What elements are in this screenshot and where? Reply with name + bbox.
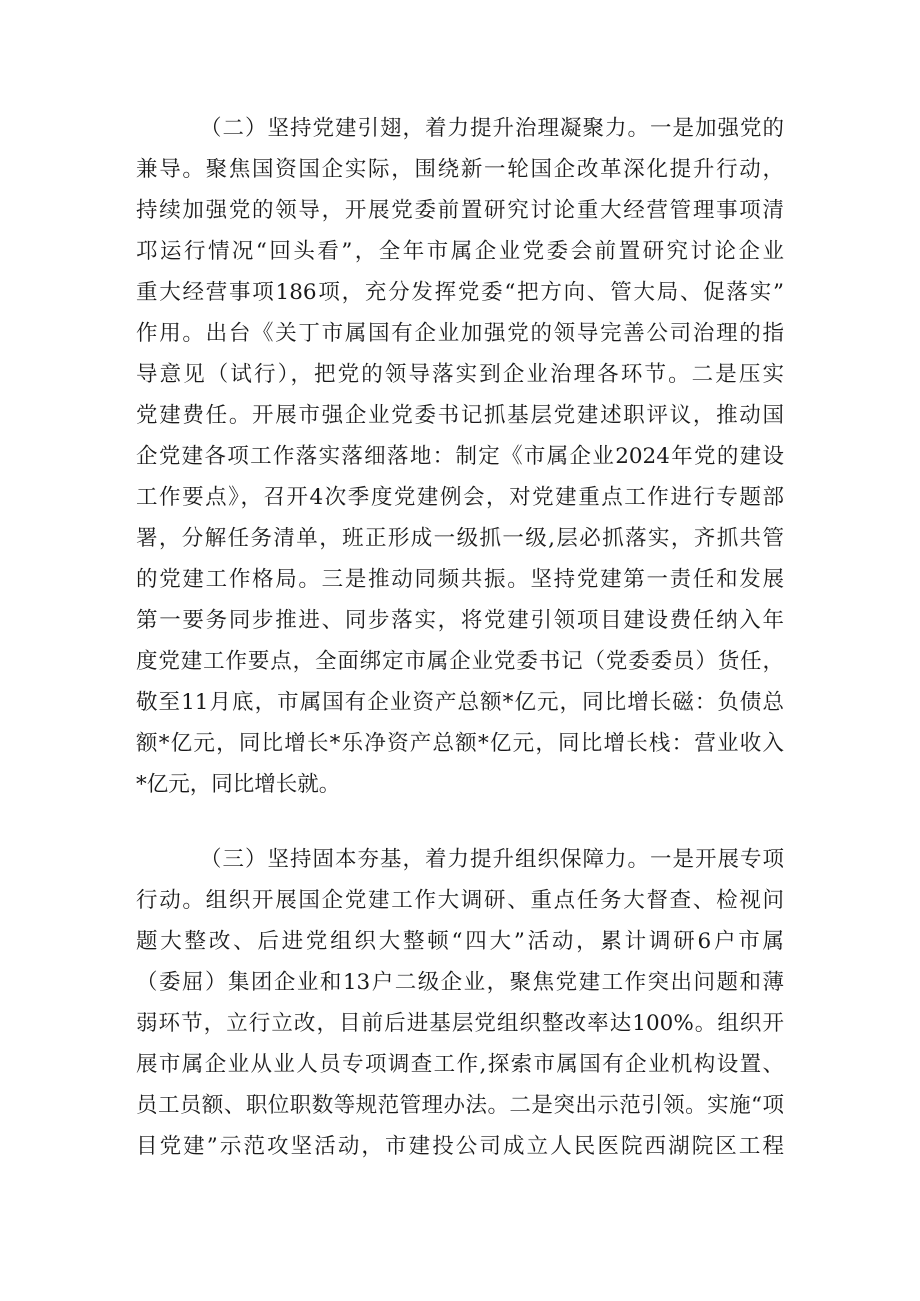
line-text: 行动。组织开展国企党建工作大调研、重点任务大督查、检视问 [136,888,784,913]
paragraph-line [136,436,784,477]
paragraph-line [136,559,784,600]
line-text: （二）坚持党建引翅，着力提升治理凝聚力。一是加强党的 [200,116,784,141]
line-text: 持续加强党的领导，开展党委前置研究讨论重大经营管理事项清 [136,198,784,223]
line-text: 弱环节，立行立改，目前后进基层党组织整改率达100%。组织开 [136,1011,784,1036]
paragraph-line [136,1003,784,1044]
paragraph-line [136,962,784,1003]
paragraph-line [136,477,784,518]
line-text: 兼导。聚焦国资国企实际，围绕新一轮国企改革深化提升行动， [136,157,784,182]
paragraph-line [136,764,784,805]
paragraph-line [136,108,784,149]
paragraph-party-leadership [136,108,784,805]
paragraph-line [136,600,784,641]
line-text: 重大经营事项186项，充分发挥党委“把方向、管大局、促落实” [136,280,784,305]
line-text: 展市属企业从业人员专项调查工作,探索市属国有企业机构设置、 [136,1052,784,1077]
paragraph-line [136,518,784,559]
paragraph-line [136,272,784,313]
line-text: 度党建工作要点，全面绑定市属企业党委书记（党委委员）货任， [136,649,784,674]
line-text: 的党建工作格局。三是推动同频共振。坚持党建第一责任和发展 [136,567,784,592]
line-text: 额*亿元，同比增长*乐净资产总额*亿元，同比增长栈：营业收入 [136,731,784,756]
paragraph-line [136,1085,784,1126]
line-text: （委屈）集团企业和13户二级企业，聚焦党建工作突出问题和薄 [136,970,784,995]
line-text: （三）坚持固本夯基，着力提升组织保障力。一是开展专项 [200,847,784,872]
paragraph-line [136,723,784,764]
line-text: 企党建各项工作落实落细落地：制定《市属企业2024年党的建设 [136,444,784,469]
paragraph-line [136,1044,784,1085]
paragraph-organization [136,839,784,1167]
paragraph-line [136,395,784,436]
line-text: 邛运行情况“回头看”，全年市属企业党委会前置研究讨论企业 [136,239,784,264]
paragraph-line [136,1126,784,1167]
paragraph-line [136,231,784,272]
line-text: 工作要点》，召开4次季度党建例会，对党建重点工作进行专题部 [136,485,784,510]
line-text: 员工员额、职位职数等规范管理办法。二是突出示范引领。实施“项 [136,1093,784,1118]
line-text: 党建费任。开展市强企业党委书记抓基层党建述职评议，推动国 [136,403,784,428]
line-text: 署，分解任务清单，班正形成一级抓一级,层必抓落实，齐抓共管 [136,526,784,551]
paragraph-line [136,682,784,723]
line-text: 题大整改、后进党组织大整顿“四大”活动，累计调研6户市属 [136,929,784,954]
paragraph-line [136,880,784,921]
line-text: *亿元，同比增长就。 [136,772,341,797]
line-text: 第一要务同步推进、同步落实，将党建引领项目建设费任纳入年 [136,608,784,633]
paragraph-line [136,839,784,880]
line-text: 导意见（试行），把党的领导落实到企业治理各环节。二是压实 [136,362,784,387]
paragraph-line [136,641,784,682]
paragraph-line [136,313,784,354]
line-text: 作用。出台《关丁市属国有企业加强党的领导完善公司治理的指 [136,321,784,346]
line-text: 目党建”示范攻坚活动，市建投公司成立人民医院西湖院区工程 [136,1134,784,1159]
line-text: 敬至11月底，市属国有企业资产总额*亿元，同比增长磁：负债总 [136,690,784,715]
paragraph-line [136,354,784,395]
paragraph-line [136,921,784,962]
paragraph-line [136,149,784,190]
paragraph-line [136,190,784,231]
